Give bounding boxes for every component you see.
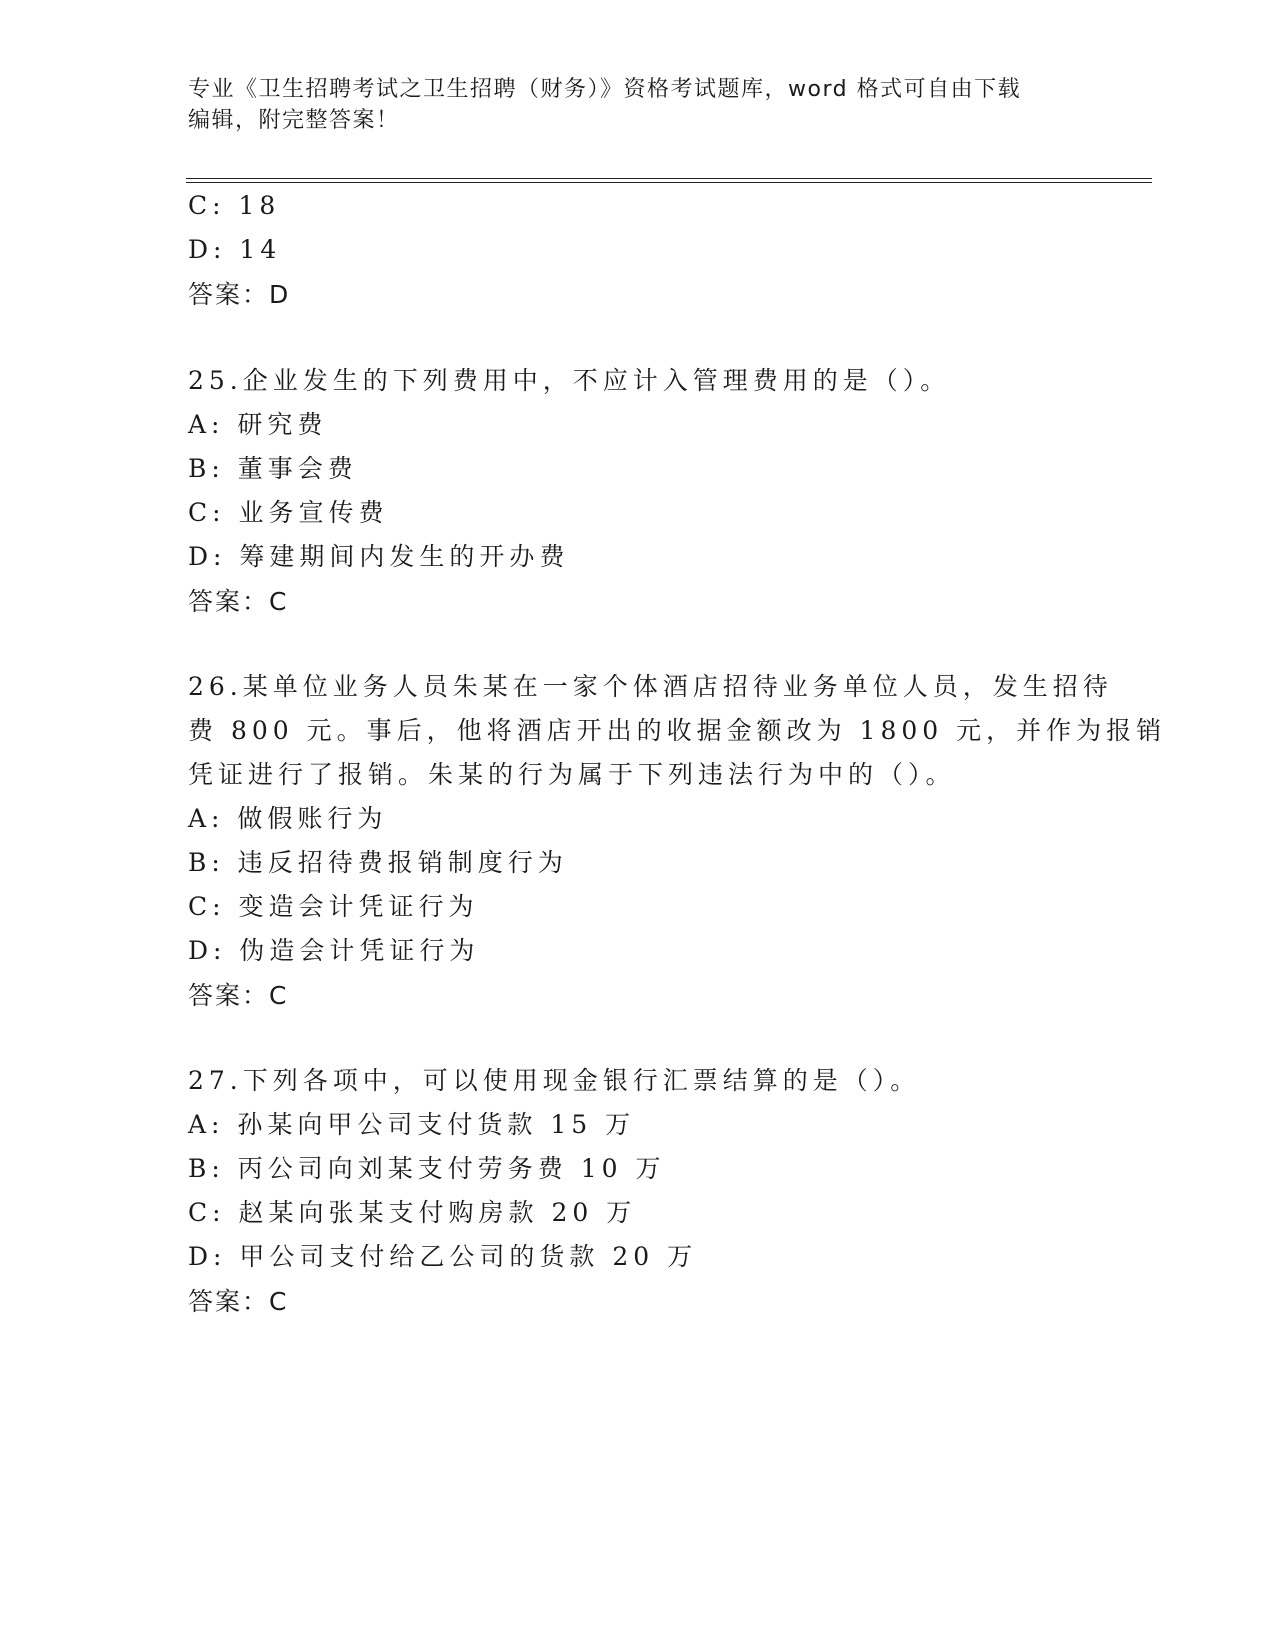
- q25-answer: 答案：C: [188, 587, 289, 616]
- q27-answer: 答案：C: [188, 1287, 289, 1316]
- q25-option-d: D: 筹建期间内发生的开办费: [188, 542, 570, 571]
- q27-stem: 27.下列各项中，可以使用现金银行汇票结算的是（）。: [188, 1066, 921, 1095]
- q25-stem: 25.企业发生的下列费用中，不应计入管理费用的是（）。: [188, 366, 951, 395]
- q26-stem-line-1: 26.某单位业务人员朱某在一家个体酒店招待业务单位人员，发生招待: [188, 672, 1113, 701]
- q26-option-c: C: 变造会计凭证行为: [188, 892, 479, 921]
- header-line-1: 专业《卫生招聘考试之卫生招聘（财务）》资格考试题库，word 格式可自由下载: [188, 77, 1022, 102]
- header-line-2: 编辑，附完整答案！: [188, 108, 400, 133]
- document-header: [188, 74, 1068, 136]
- q27-option-b: B: 丙公司向刘某支付劳务费 10 万: [188, 1154, 666, 1183]
- q26-answer: 答案：C: [188, 981, 289, 1010]
- q25-option-a: A: 研究费: [188, 410, 328, 439]
- prev-answer: 答案：D: [188, 280, 291, 309]
- q26-option-d: D: 伪造会计凭证行为: [188, 936, 480, 965]
- q26-stem-line-3: 凭证进行了报销。朱某的行为属于下列违法行为中的（）。: [188, 760, 956, 789]
- q27-option-d: D: 甲公司支付给乙公司的货款 20 万: [188, 1242, 698, 1271]
- q27-option-c: C: 赵某向张某支付购房款 20 万: [188, 1198, 637, 1227]
- prev-option-d: D: 14: [188, 235, 282, 264]
- q26-option-a: A: 做假账行为: [188, 804, 388, 833]
- q27-option-a: A: 孙某向甲公司支付货款 15 万: [188, 1110, 636, 1139]
- q25-option-c: C: 业务宣传费: [188, 498, 389, 527]
- prev-option-c: C: 18: [188, 191, 281, 220]
- header-divider-top: [186, 178, 1152, 179]
- q26-stem-line-2: 费 800 元。事后，他将酒店开出的收据金额改为 1800 元，并作为报销: [188, 716, 1167, 745]
- header-divider-bottom: [186, 182, 1152, 183]
- q25-option-b: B: 董事会费: [188, 454, 358, 483]
- q26-option-b: B: 违反招待费报销制度行为: [188, 848, 568, 877]
